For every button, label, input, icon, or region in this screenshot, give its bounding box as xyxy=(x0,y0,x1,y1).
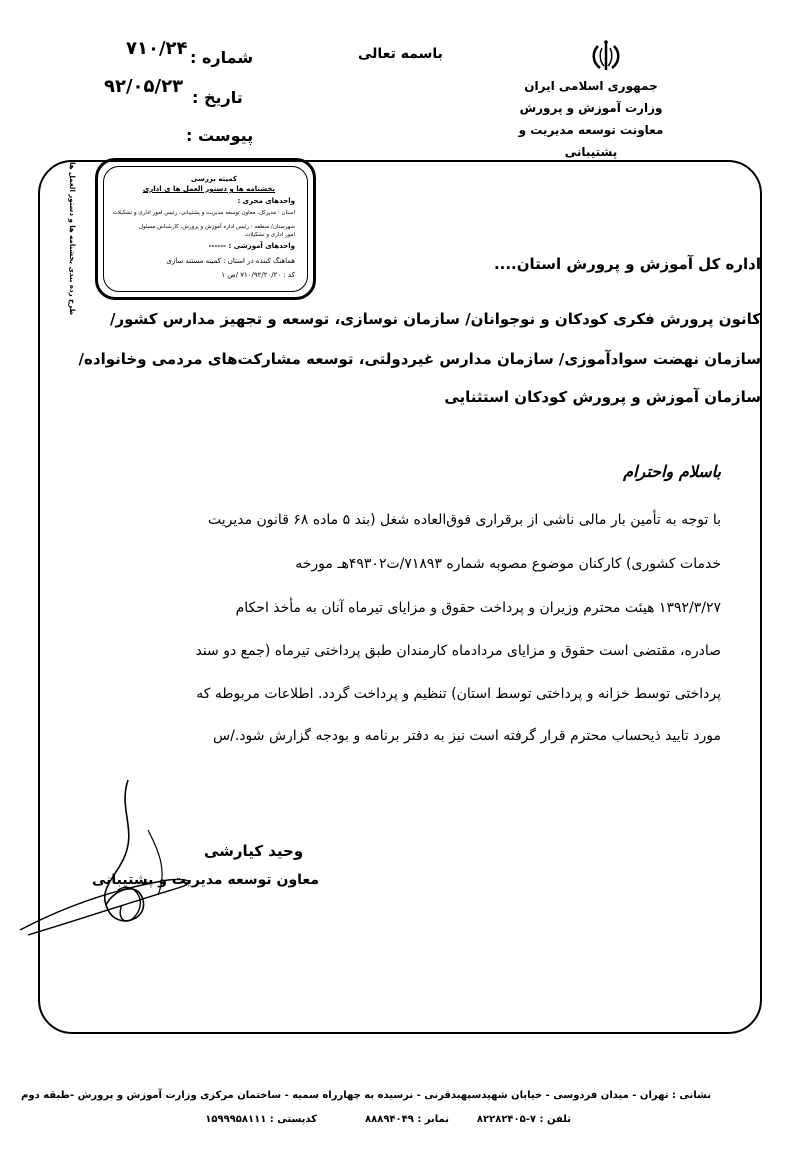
stamp-side-note: طرح رده بندی بخشنامه ها و دستور العمل ها xyxy=(68,162,76,316)
basmala: باسمه تعالی xyxy=(358,46,443,62)
body-line-3: ۱۳۹۲/۳/۲۷ هیئت محترم وزیران و پرداخت حقوق و مزایای تیرماه آنان به مأخذ احکام xyxy=(235,600,721,616)
addressee-line-3: سازمان آموزش و پرورش کودکان استثنایی xyxy=(444,388,761,406)
org-line-country: جمهوری اسلامی ایران xyxy=(524,79,658,93)
signatory-title: معاون توسعه مدیریت و پشتیبانی xyxy=(92,872,319,888)
ministry-header xyxy=(491,75,691,163)
footer-postal: کدپستی : ۱۵۹۹۹۵۸۱۱۱ xyxy=(205,1114,317,1125)
stamp-county-sub: امور اداری و تشکیلات xyxy=(245,232,295,238)
stamp-code: کد : ۷۱۰/۹۲/۲۰/۲۰ /ص ۱ xyxy=(221,271,295,279)
handwritten-signature xyxy=(18,770,218,940)
signatory-name: وحید کیارشی xyxy=(204,842,304,860)
stamp-coordinator: هماهنگ کننده در استان : کمیته مستند سازی xyxy=(166,257,295,265)
recipient-line: اداره کل آموزش و پرورش استان.... xyxy=(493,255,761,273)
addressee-line-2: سازمان نهضت سوادآموزی/ سازمان مدارس غیردولتی، توسعه مشارکت‌های مردمی وخانواده/ xyxy=(78,350,761,368)
number-label: شماره : xyxy=(190,48,254,67)
stamp-edu-units: واحدهای آموزشی : ------ xyxy=(208,242,295,250)
date-label: تاریخ : xyxy=(192,88,243,107)
body-line-1: با توجه به تأمین بار مالی ناشی از برقراری فوق‌العاده شغل (بند ۵ ماده ۶۸ قانون مدیریت xyxy=(207,512,721,528)
review-committee-stamp xyxy=(95,158,316,300)
body-line-6: مورد تایید ذیحساب محترم قرار گرفته است نیز به دفتر برنامه و بودجه گزارش شود./س xyxy=(213,728,721,744)
org-line-ministry: وزارت آموزش و پرورش xyxy=(519,101,663,115)
attachment-label: پیوست : xyxy=(186,126,254,145)
salutation: باسلام واحترام xyxy=(623,462,721,481)
footer-fax: نمابر : ۸۸۸۹۴۰۴۹ xyxy=(365,1114,449,1125)
date-value: ۹۲/۰۵/۲۳ xyxy=(104,76,184,97)
body-line-5: پرداختی توسط خزانه و پرداختی توسط استان) تنظیم و پرداخت گردد. اطلاعات مربوطه که xyxy=(196,686,721,702)
number-value: ۷۱۰/۲۴ xyxy=(126,38,188,59)
stamp-province: استان : مدیرکل، معاون توسعه مدیریت و پشتیبانی، رئیس امور اداری و تشکیلات xyxy=(112,210,295,216)
org-line-deputy: معاونت توسعه مدیریت و پشتیبانی xyxy=(518,123,664,159)
stamp-executors-label: واحدهای مجری : xyxy=(237,197,295,205)
addressee-line-1: کانون پرورش فکری کودکان و نوجوانان/ سازمان نوسازی، توسعه و تجهیز مدارس کشور/ xyxy=(110,310,761,328)
body-line-2: خدمات کشوری) کارکنان موضوع مصوبه شماره ۷۱۸۹۳/ت۴۹۳۰۲هـ مورخه xyxy=(295,556,721,572)
stamp-county: شهرستان/ منطقه : رئیس اداره آموزش و پرورش، کارشناس مسئول xyxy=(138,224,295,230)
stamp-title: کمیته بررسی xyxy=(190,175,237,183)
footer-address: نشانی : تهران - میدان فردوسی - خیابان شهیدسپهبدقرنی - نرسیده به چهارراه سمیه - ساختمان مرکزی وزارت آموزش و پرورش -طبقه دوم xyxy=(21,1090,711,1101)
stamp-subtitle: بخشنامه ها و دستور العمل ها ی اداری xyxy=(142,185,275,193)
footer-phone: تلفن : ۷-۸۲۲۸۲۴۰۵ xyxy=(476,1114,571,1125)
body-line-4: صادره، مقتضی است حقوق و مزایای مردادماه کارمندان طبق پرداختی تیرماه (جمع دو سند xyxy=(195,643,721,659)
iran-emblem-icon xyxy=(586,38,626,74)
